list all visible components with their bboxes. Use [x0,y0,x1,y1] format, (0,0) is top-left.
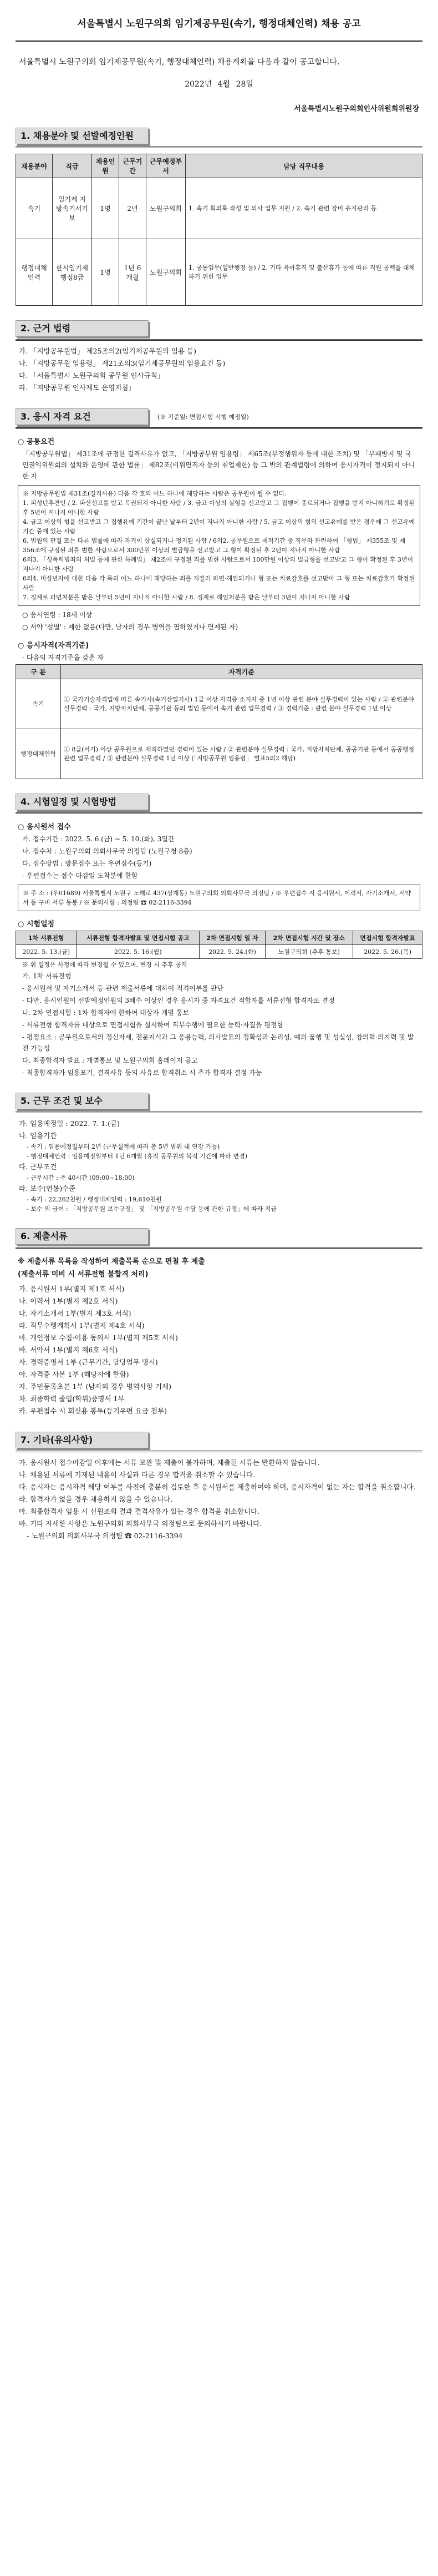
table-cell: 2022. 5. 26.(목) [353,945,422,959]
table-cell: 1. 공통업무(일반행정 등) / 2. 기타 육아휴직 및 출산휴가 등에 따른 직원 공백을 대체하기 위한 업무 [186,239,422,306]
list-item: 가. 응시원서 접수마감일 이후에는 서류 보완 및 제출이 불가하며, 제출된 서류는 반환하지 않습니다. [19,1458,320,1467]
table-row [16,679,422,729]
qualification-table [16,664,422,779]
list-item: - 속기 : 22,262천원 / 행정대체인력 : 19,610천원 [27,1196,162,1203]
schedule-table [16,931,422,959]
table-row [16,729,422,779]
section-divider [16,339,422,341]
page-title: 서울특별시 노원구의회 임기제공무원(속기, 행정대체인력) 채용 공고 [77,18,361,29]
table-cell: 1. 속기 회의록 작성 및 의사 업무 지원 / 2. 속기 관련 장비 유지관리 등 [186,178,422,239]
section-title: 1. 채용분야 및 선발예정인원 [16,128,149,144]
list-item: 나. 이력서 1부(별지 제2호 서식) [19,1297,118,1305]
table-cell: 행정대체인력 [16,239,53,306]
subsection-title: ○ 응시원서 접수 [18,823,71,831]
list-item: 6의3. 「성폭력범죄의 처벌 등에 관한 특례법」 제2조에 규정된 죄를 범한 사람으로서 100만원 이상의 벌금형을 선고받고 그 형이 확정된 후 3년이 지나지 아니한 사람 [23,556,414,573]
section-divider [16,812,422,814]
list-item: 바. 기타 자세한 사항은 노원구의회 의회사무국 의정팀으로 문의하시기 바랍니다. [19,1519,262,1528]
paragraph: ※ 위 일정은 사정에 따라 변경될 수 있으며, 변경 시 추후 공지 [22,961,187,968]
table-cell: 2022. 5. 24.(화) [200,945,265,959]
table-header: 자격기준 [61,665,422,679]
table-header: 1차 서류전형 [16,931,77,945]
table-header: 2차 면접시험 시간 및 장소 [265,931,353,945]
list-item: 차. 최종학력 졸업(학위)증명서 1부 [19,1395,125,1403]
list-item: 마. 개인정보 수집·이용 동의서 1부(별지 제5호 서식) [19,1334,178,1342]
subsection-subtitle: (제출서류 미비 시 서류전형 불합격 처리) [18,1270,149,1279]
table-header: 근무예정부서 [146,154,186,178]
paragraph: - 다만, 응시인원이 선발예정인원의 3배수 이상인 경우 응시자 중 자격요건 적합자를 서류전형 합격자로 결정 [22,997,335,1004]
paragraph: - 다음의 자격기준을 갖춘 자 [22,654,104,661]
section-recruitment [16,128,422,306]
list-item: 가. 응시원서 1부(별지 제1호 서식) [19,1285,125,1293]
disqualification-box [18,485,420,606]
table-cell: 2년 [119,178,146,239]
list-item: 아. 자격증 사본 1부 (해당자에 한함) [19,1370,129,1378]
list-item: 4. 금고 이상의 형을 선고받고 그 집행유예 기간이 끝난 날부터 2년이 지나지 아니한 사람 / 5. 금고 이상의 형의 선고유예를 받은 경우에 그 선고유예 기간 중에 있는 사람 [23,518,415,535]
table-row [16,945,422,959]
section-laws [16,320,422,394]
list-item: 나. 채용된 서류에 기재된 내용이 사실과 다른 경우 합격을 취소할 수 있습니다. [19,1471,255,1479]
subsection-title: ○ 시험일정 [18,920,55,928]
table-header: 직급 [53,154,92,178]
list-item: - 행정대체인력 : 임용예정일부터 1년 6개월 (휴직 공무원의 복직 기간에 따라 변경) [27,1153,247,1160]
list-item: 사. 경력증명서 1부 (근무기간, 담당업무 명시) [19,1358,158,1366]
list-item: 가. 임용예정일 : 2022. 7. 1.(금) [19,1119,120,1128]
title-divider [16,41,422,42]
list-item: 마. 최종합격자 임용 시 신원조회 결과 결격사유가 있는 경우 합격을 취소합니다. [19,1507,260,1516]
issuing-organization: 서울특별시노원구의회인사위원회위원장 [293,105,419,113]
section-title: 5. 근무 조건 및 보수 [16,1093,149,1109]
section-divider [16,147,422,148]
section-work-conditions [16,1093,422,1214]
table-cell: 1명 [92,239,119,306]
paragraph: 다. 최종합격자 발표 : 개별통보 및 노원구의회 홈페이지 공고 [22,1057,198,1064]
subsection-title: ○ 공통요건 [18,438,55,446]
list-item: - 보수 외 급여 : 「지방공무원 보수규정」 및 「지방공무원 수당 등에 관한 규정」에 따라 지급 [27,1205,277,1213]
list-item: 7. 징계로 파면처분을 받은 날부터 5년이 지나지 아니한 사람 / 8. 징계로 해임처분을 받은 날부터 3년이 지나지 아니한 사람 [23,594,350,601]
list-item: 바. 서약서 1부(별지 제6호 서식) [19,1346,118,1354]
subsection-title: ※ 제출서류 목록을 작성하여 제출목록 순으로 편철 후 제출 [18,1257,205,1266]
list-item: 라. 직무수행계획서 1부(별지 제4호 서식) [19,1321,145,1330]
paragraph: ○ 응시연령 : 18세 이상 [22,611,93,619]
list-item: 라. 「지방공무원 인사제도 운영지침」 [19,383,135,392]
paragraph: ○ 서약 '성별' : 제한 없음(다만, 남자의 경우 병역을 필하였거나 면제된 자) [22,623,238,631]
list-item: - 노원구의회 의회사무국 의정팀 ☎ 02-2116-3394 [27,1532,183,1540]
paragraph: - 최종합격자가 임용포기, 결격사유 등의 사유로 합격취소 시 추가 합격자 결정 가능 [22,1069,262,1077]
section-title: 7. 기타(유의사항) [16,1432,149,1448]
list-item: - 근무시간 : 주 40시간 (09:00~18:00) [27,1174,135,1181]
paragraph: - 서류전형 합격자를 대상으로 면접시험을 실시하여 직무수행에 필요한 능력·자질을 평정함 [22,1021,284,1029]
list-item: 라. 합격자가 없을 경우 채용하지 않을 수 있습니다. [19,1495,173,1503]
paragraph: 다. 접수방법 : 방문접수 또는 우편접수(등기) [22,860,152,867]
list-item: 나. 임용기간 [19,1132,57,1140]
list-item: - 속기 : 임용예정일부터 2년 (근무실적에 따라 총 5년 범위 내 연장 가능) [27,1143,220,1150]
table-cell: 속기 [16,679,61,729]
table-cell: 속기 [16,178,53,239]
section-divider [16,427,422,429]
list-item: 다. 근무조건 [19,1163,57,1171]
table-header: 2차 면접시험 일 자 [200,931,265,945]
address-box: ※ 주 소 : (우01689) 서울특별시 노원구 노해로 437(상계동) 노원구의회 의회사무국 의정팀 / ※ 우편접수 시 응시원서, 이력서, 자기소개서, 서약서 등 구비 서류 동봉 / ※ 문의사항 : 의정팀 ☎ 02-2116-3394 [18,885,420,911]
table-cell: 2022. 5. 16.(월) [77,945,200,959]
section-divider [16,1112,422,1113]
table-header: 담당 직무내용 [186,154,422,178]
table-cell: 행정대체인력 [16,729,61,779]
list-item: 가. 「지방공무원법」 제25조의2(임기제공무원의 임용 등) [19,347,196,355]
paragraph: 가. 1차 서류전형 [22,972,72,980]
subsection-title: ○ 응시자격(자격기준) [18,642,89,650]
list-item: 6. 법원의 판결 또는 다른 법률에 따라 자격이 상실되거나 정지된 사람 / 6의2. 공무원으로 재직기간 중 직무와 관련하여 「형법」 제355조 및 제356조에 규정된 죄를 범한 사람으로서 300만원 이상의 벌금형을 선고받고 그 형이 확정된 후 2년이 지나지 아니한 사람 [23,537,406,554]
table-header: 구 분 [16,665,61,679]
list-item: 다. 자기소개서 1부(별지 제3호 서식) [19,1309,131,1317]
list-item: 라. 보수(연봉)수준 [19,1184,76,1193]
table-cell: 한시임기제 행정8급 [53,239,92,306]
table-cell: ① 8급(서기) 이상 공무원으로 재직하였던 경력이 있는 사람 / ② 관련분야 실무경력 : 국가, 지방자치단체, 공공기관 등에서 공공행정 관련 업무경력 / ③ 관련분야 실무경력 1년 이상 (「지방공무원 임용령」 별표5의2 해당) [61,729,422,779]
table-cell: 노원구의회 [146,178,186,239]
section-documents [16,1228,422,1417]
section-note: (※ 기준일: 면접시험 시행 예정일) [157,413,249,421]
list-item: 1. 피성년후견인 / 2. 파산선고를 받고 복권되지 아니한 사람 / 3. 금고 이상의 실형을 선고받고 그 집행이 종료되거나 집행을 받지 아니하기로 확정된 후 5년이 지나지 아니한 사람 [23,499,415,516]
list-item: 다. 「서울특별시 노원구의회 공무원 인사규칙」 [19,371,165,380]
table-cell: 노원구의회 [146,239,186,306]
paragraph: 가. 접수기간 : 2022. 5. 6.(금) ~ 5. 10.(화), 3일간 [22,835,175,843]
section-notes [16,1432,422,1542]
section-title: 6. 제출서류 [16,1228,149,1245]
table-header: 채용인원 [92,154,119,178]
section-title: 4. 시험일정 및 시험방법 [16,794,149,810]
section-title: 2. 근거 법령 [16,320,149,337]
section-qualifications [16,408,422,779]
paragraph: - 응시원서 및 자기소개서 등 관련 제출서류에 대하여 적격여부를 판단 [22,984,223,992]
table-header: 근무기간 [119,154,146,178]
list-item: 자. 주민등록초본 1부 (남자의 경우 병역사항 기재) [19,1382,171,1391]
section-exam [16,794,422,1078]
section-title: 3. 응시 자격 요건 [16,408,149,425]
list-item: 나. 「지방공무원 임용령」 제21조의3(임기제공무원의 임용요건 등) [19,359,226,367]
announcement-date: 2022년 4월 28일 [185,80,253,89]
table-header: 면접시험 합격자발표 [353,931,422,945]
table-cell: 1명 [92,178,119,239]
list-item: 6의4. 미성년자에 대한 다음 각 목의 어느 하나에 해당하는 죄를 저질러 파면·해임되거나 형 또는 치료감호를 선고받아 그 형 또는 치료감호가 확정된 사람 [23,575,415,592]
paragraph: - 평정요소 : 공무원으로서의 정신자세, 전문지식과 그 응용능력, 의사발표의 정확성과 논리성, 예의·품행 및 성실성, 창의력·의지력 및 발전 가능성 [22,1033,414,1052]
table-cell: 임기제 지방속기서기보 [53,178,92,239]
table-row [16,178,422,239]
list-item: ※ 지방공무원법 제31조(결격사유) 다음 각 호의 어느 하나에 해당하는 사람은 공무원이 될 수 없다. [23,490,287,497]
intro-text: 서울특별시 노원구의회 임기제공무원(속기, 행정대체인력) 채용계획을 다음과 같이 공고합니다. [19,58,340,67]
section-divider [16,1451,422,1452]
paragraph: 「지방공무원법」 제31조에 규정한 결격사유가 없고, 「지방공무원 임용령」 제65조(부정행위자 등에 대한 조치) 및 「부패방지 및 국민권익위원회의 설치와 운영에 관한 법률」 제82조(비위면직자 등의 취업제한) 등 그 밖의 관계법령에 의하여 응시자격이 정지되지 아니한 자 [22,450,415,480]
recruitment-table [16,154,422,306]
table-cell: 2022. 5. 13.(금) [16,945,77,959]
table-cell: 노원구의회 (추후 통보) [265,945,353,959]
table-header: 서류전형 합격자발표 및 면접시험 공고 [77,931,200,945]
table-header: 채용분야 [16,154,53,178]
section-divider [16,1247,422,1249]
paragraph: - 우편접수는 접수 마감일 도착분에 한함 [22,872,138,880]
table-cell: 1년 6개월 [119,239,146,306]
paragraph: 나. 접수처 : 노원구의회 의회사무국 의정팀 (노원구청 8층) [22,847,192,855]
list-item: 다. 응시자는 응시자격 해당 여부를 사전에 충분히 검토한 후 응시원서를 제출하여야 하며, 응시자격이 없는 자는 합격을 취소합니다. [19,1483,416,1491]
table-row [16,239,422,306]
paragraph: 나. 2차 면접시험 : 1차 합격자에 한하여 대상자 개별 통보 [22,1009,189,1017]
table-cell: ① 국가기술자격법에 따른 속기사(속기산업기사) 1급 이상 자격증 소지자 중 1년 이상 관련 분야 실무경력이 있는 사람 / ② 관련분야 실무경력 : 국가, 지방자치단체, 공공기관 등의 법인 등에서 속기 관련 업무경력 / ③ 경력기준 : 관련 분야 실무경력 1년 이상 [61,679,422,729]
list-item: 카. 우편접수 시 회신용 봉투(등기우편 요금 첨부) [19,1407,167,1415]
